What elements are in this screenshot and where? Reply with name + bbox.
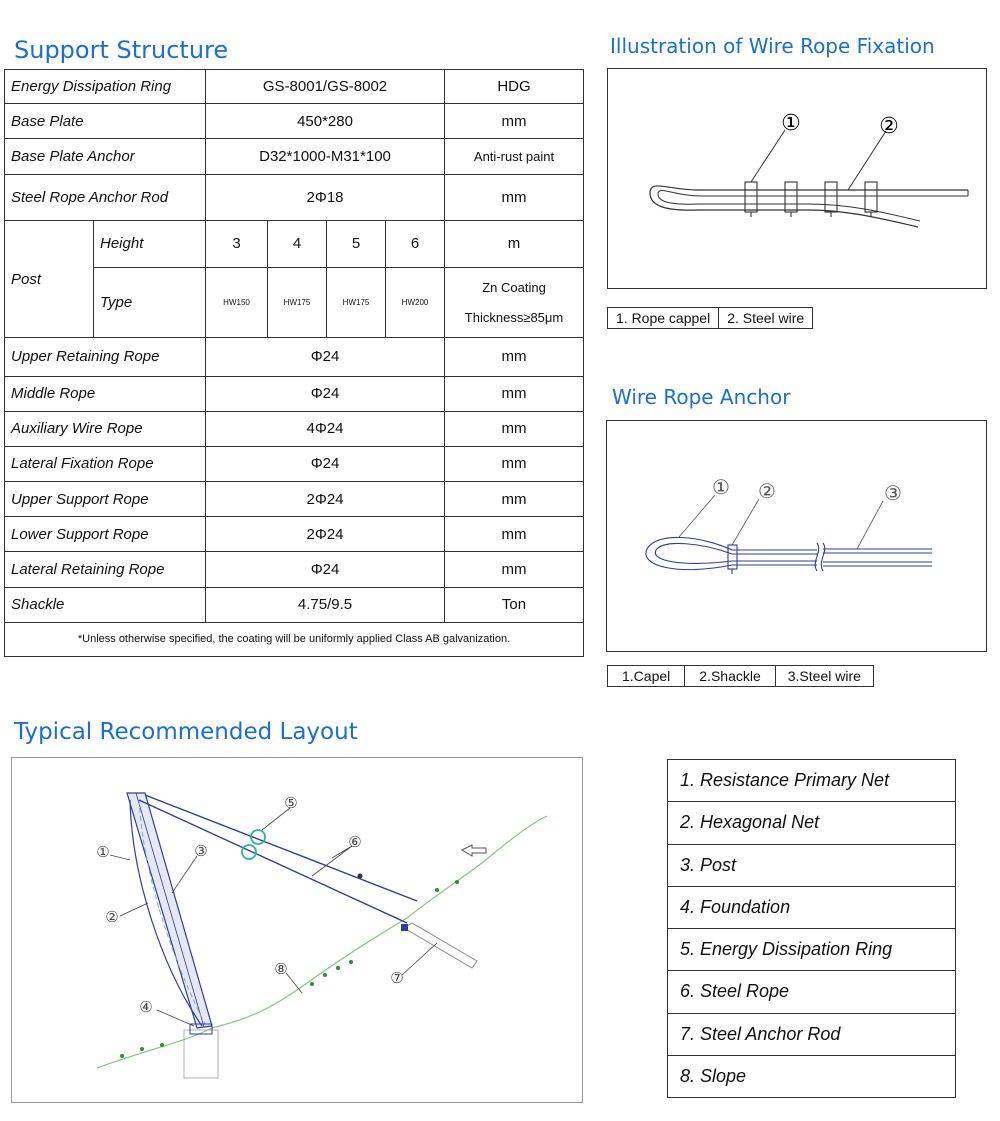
type-unit-line: Zn Coating [482, 279, 546, 295]
row-label: Auxiliary Wire Rope [5, 411, 206, 446]
row-unit: Ton [445, 587, 584, 622]
table-row [5, 174, 584, 220]
row-value: 450*280 [206, 104, 445, 139]
component-label: 3. Post [668, 844, 956, 886]
height-value: 4 [268, 220, 327, 267]
component-label: 7. Steel Anchor Rod [668, 1013, 956, 1055]
row-unit: Anti-rust paint [445, 139, 584, 174]
height-value: 5 [327, 220, 386, 267]
marker-1: ① [781, 111, 801, 136]
row-value: 4Φ24 [206, 411, 445, 446]
list-item [668, 760, 956, 802]
support-structure-heading: Support Structure [14, 36, 229, 64]
row-label: Shackle [5, 587, 206, 622]
layout-illustration [11, 757, 583, 1103]
list-item [668, 844, 956, 886]
table-row [5, 139, 584, 174]
fixation-heading: Illustration of Wire Rope Fixation [610, 34, 935, 58]
row-label: Steel Rope Anchor Rod [5, 174, 206, 220]
row-label: Base Plate [5, 104, 206, 139]
marker-7: ⑦ [390, 969, 404, 987]
type-value: HW200 [386, 267, 445, 337]
table-row [5, 220, 584, 267]
marker-2: ② [758, 479, 776, 503]
row-value: 4.75/9.5 [206, 587, 445, 622]
height-value: 6 [386, 220, 445, 267]
row-unit: mm [445, 376, 584, 411]
anchor-legend [607, 665, 874, 687]
fixation-illustration [607, 68, 987, 289]
row-unit: HDG [445, 70, 584, 104]
type-value: HW175 [327, 267, 386, 337]
type-value: HW175 [268, 267, 327, 337]
marker-3: ③ [194, 842, 208, 860]
row-label: Energy Dissipation Ring [5, 70, 206, 104]
row-label: Base Plate Anchor [5, 139, 206, 174]
marker-4: ④ [139, 998, 153, 1016]
table-row [5, 338, 584, 376]
table-row [5, 70, 584, 104]
table-note: *Unless otherwise specified, the coating will be uniformly applied Class AB galvanization. [5, 622, 584, 656]
row-unit: mm [445, 174, 584, 220]
height-label: Height [94, 220, 206, 267]
row-value: 2Φ24 [206, 517, 445, 552]
marker-1: ① [712, 475, 730, 499]
list-item [668, 1055, 956, 1097]
type-label: Type [94, 267, 206, 337]
legend-item: 3.Steel wire [775, 666, 873, 687]
row-value: Φ24 [206, 446, 445, 481]
table-row [5, 517, 584, 552]
legend-item: 1.Capel [608, 666, 685, 687]
legend-item: 1. Rope cappel [608, 308, 719, 329]
table-row [5, 552, 584, 587]
row-unit: mm [445, 517, 584, 552]
component-label: 1. Resistance Primary Net [668, 760, 956, 802]
type-unit-line: Thickness≥85μm [464, 309, 564, 325]
height-unit: m [445, 220, 584, 267]
row-unit: mm [445, 482, 584, 517]
marker-8: ⑧ [274, 960, 288, 978]
list-item [668, 971, 956, 1013]
component-label: 2. Hexagonal Net [668, 802, 956, 844]
row-label: Upper Retaining Rope [5, 338, 206, 376]
legend-item: 2. Steel wire [719, 308, 813, 329]
marker-2: ② [879, 114, 899, 139]
list-item [668, 1013, 956, 1055]
row-label: Lower Support Rope [5, 517, 206, 552]
row-unit: mm [445, 446, 584, 481]
post-label: Post [5, 220, 94, 338]
table-row [5, 587, 584, 622]
layout-heading: Typical Recommended Layout [14, 719, 358, 745]
row-value: D32*1000-M31*100 [206, 139, 445, 174]
table-row [5, 411, 584, 446]
list-item [668, 886, 956, 928]
component-label: 8. Slope [668, 1055, 956, 1097]
type-value: HW150 [206, 267, 268, 337]
legend-item: 2.Shackle [685, 666, 775, 687]
marker-3: ③ [884, 481, 902, 505]
fixation-drawing [608, 69, 986, 288]
row-value: GS-8001/GS-8002 [206, 70, 445, 104]
marker-2: ② [105, 908, 119, 926]
components-table [667, 759, 956, 1098]
height-value: 3 [206, 220, 268, 267]
marker-1: ① [96, 843, 110, 861]
marker-6: ⑥ [348, 833, 362, 851]
table-row [5, 446, 584, 481]
layout-drawing [12, 758, 582, 1102]
row-unit: mm [445, 338, 584, 376]
component-label: 5. Energy Dissipation Ring [668, 929, 956, 971]
table-row [5, 376, 584, 411]
row-unit: mm [445, 104, 584, 139]
row-label: Upper Support Rope [5, 482, 206, 517]
row-value: Φ24 [206, 376, 445, 411]
anchor-illustration [606, 420, 987, 652]
row-value: Φ24 [206, 338, 445, 376]
fixation-legend [607, 307, 813, 329]
row-value: Φ24 [206, 552, 445, 587]
row-label: Lateral Retaining Rope [5, 552, 206, 587]
list-item [668, 929, 956, 971]
table-row [5, 482, 584, 517]
anchor-heading: Wire Rope Anchor [612, 385, 791, 409]
row-unit: mm [445, 411, 584, 446]
row-label: Lateral Fixation Rope [5, 446, 206, 481]
spec-table [4, 69, 584, 657]
list-item [668, 802, 956, 844]
row-value: 2Φ18 [206, 174, 445, 220]
row-label: Middle Rope [5, 376, 206, 411]
row-unit: mm [445, 552, 584, 587]
marker-5: ⑤ [284, 794, 298, 812]
table-row [5, 622, 584, 656]
anchor-drawing [607, 421, 986, 651]
component-label: 4. Foundation [668, 886, 956, 928]
table-row [5, 104, 584, 139]
row-value: 2Φ24 [206, 482, 445, 517]
component-label: 6. Steel Rope [668, 971, 956, 1013]
type-unit [445, 267, 584, 337]
